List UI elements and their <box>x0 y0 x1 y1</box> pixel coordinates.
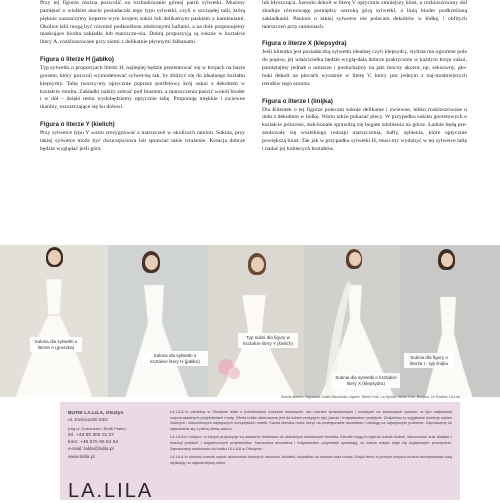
ad-phone: tel. +48 89 300 01 07 <box>68 432 115 438</box>
photo-dress-x <box>304 245 400 397</box>
caption-dress-a: Suknia dla sylwetki o literze A (gruszka) <box>30 337 82 352</box>
paragraph-figure-y: Przy sylwetce typu Y warto zrezygnować z marszczeń w okolicach ramion. Suknia, przy takiej sylwetce może być dwuczęściowa lub sprawiać takie wrażenie. Kreacja dobrze będzie wyglądać jeśli góra <box>40 130 245 152</box>
photo-dress-h <box>108 245 208 397</box>
paragraph-figure-i: Dla Klientek o tej figurze polecam suknie delikatne i zwiewne, lekko rozkloszowane u dołu z dekoltem w łódkę. Warto także pokazać plecy. W przypadku sukien gorsetowych o kształcie princessi, dok-konale sprawdzą się bogate zdobienia na górze. Ładnie będą pre-zentowały się wszelkiego rodzaju marszczenia, hafty, zębienia, które optycznie powiększą biust. Tak jak w przypadku sylwetki H, musi-my wydobyć w tej sylwetce talię i nadać jej kobiecych kształtów. <box>262 106 467 152</box>
model-face <box>145 255 158 270</box>
ad-paragraph-3: LA.LILA to również szeroki wybór akcesoriów ślubnych: welonów, biżuterii, dodatków do włosów oraz butów. Dzięki temu w jednym miejscu można skompletować całą stylizację na najważniejszy dzień. <box>170 455 452 465</box>
photo-dress-y <box>208 245 304 397</box>
paragraph-figure-x: Jeśli klientka jest posiadaczką sylwetki idealnej czyli klepsydry, stylista ma ogromne pole do popisu, jej właścicielka będzie wyglą-dała dobrze praktycznie w każdym kroju sukni, pamiętajmy jednak o umiarze i posłuchajmy na jaki mocny akcent, np. seksowny, gło-boki dekolt na plecach wyraźnie w literę V, który jest jednym z naj-modniejszych trendów tego sezonu. <box>262 49 467 87</box>
model-face <box>251 257 264 272</box>
heading-figure-i: Figura o literze I (linijka) <box>262 97 333 105</box>
dress-i-illustration <box>400 283 500 397</box>
ad-mobile: kom: +48 575 95 84 84 <box>68 440 119 446</box>
ad-paragraph-1: LA.LILA to pierwszy w Olsztynie butik z prestiżowymi markami modowymi, ale również sprawdzonymi i uznanymi na światowych rynkach, w tym najbardziej rozpoznawalnymi projektantami mody. Oferta butiku skierowana jest do kobiet ceniących styl, jakość i indywidualne podejście. Znajdziesz tu wyjątkowe kolekcje sukien ślubnych i wieczorowych najlepszych europejskich marek. Każda klientka może liczyć na profesjonalne doradztwo i obsługę na najwyższym poziomie. Zapraszamy do zapoznania się z pełną ofertą salonu. <box>170 410 452 431</box>
model-face <box>48 250 61 265</box>
ad-paragraph-2: LA.LILA to miejsce, w którym propozycje są starannie dobierane do aktualnych światowych trendów. Klientki mogą tu wybrać suknie ślubne, wieczorowe oraz dodatki z kolekcji polskich i zagranicznych projektantów. Kameralna atmosfera i indywidualne przymiarki sprawiają, że każda wizyta staje się wyjątkowym przeżyciem. Zapraszamy serdecznie do butiku LA.LILA w Olsztynie. <box>170 435 452 451</box>
photo-dress-i <box>400 245 500 397</box>
ad-logo: LA.LILA <box>68 480 154 502</box>
photo-dress-a <box>0 245 108 397</box>
dress-a-illustration <box>0 273 108 397</box>
caption-dress-x: Suknia dla sylwetki o kształcie litery X (klepsydra) <box>332 373 400 388</box>
ad-website-link[interactable]: www.lalila.pl <box>68 454 95 460</box>
ad-contact-block <box>68 410 158 461</box>
heading-figure-y: Figura o literze Y (kielich) <box>40 121 115 129</box>
model-face <box>349 252 361 266</box>
photo-credit: Suknie ślubne: Signature Justin Alexander, Agnes, Stella York, La Sposa, White One, Bonjour, Le Rocher, La Lila <box>280 395 460 399</box>
dress-h-illustration <box>108 277 208 397</box>
heading-figure-x: Figura o literze X (klepsydra) <box>262 40 347 48</box>
intro-paragraph-left: Przy tej figurze można pozwolić na rozbudowanie górnej partii sylwetki. Musimy pamiętać o wielkim atucie posiadaczki tego typu sylwetki, czyli o szczupłej talii, którą pięknie zaznaczymy koperto-wym krojem sukni lub delikatnym paskiem z kamieniami. Okolice talii mogą być również podkreślone zdobionymi haftami, a na dole proponujemy maskujące biodra zakładki lub marszcze-nia. Dobrą propozycją są suknie w kształcie litery A, rozkloszowane przy ziemi z delikatnie płynnymi falbanami. <box>40 0 245 46</box>
advertisement-lalila <box>60 402 460 500</box>
article-column-right <box>262 0 467 160</box>
article-column-left <box>40 0 245 160</box>
ad-description <box>170 410 452 469</box>
wedding-dress-photo-strip <box>0 245 500 397</box>
heading-figure-h: Figura o literze H (jabłko) <box>40 56 114 64</box>
model-face <box>441 253 453 267</box>
ad-email-link[interactable]: e-mail: lalila@lalila.pl <box>68 447 114 453</box>
intro-paragraph-right: lub błyszcząca. Szeroki dekolt w literę V optycznie zmniejszy biust, a rozkloszowany dół zbuduje równowagę pomiędzy szeroką górą sylwetki, a linią bioder podkreśloną zakładkami. Paniom o takiej sylwetce nie polecam dekoltów w łódkę, i obfitych marszczeń przy ramionach. <box>262 0 467 30</box>
caption-dress-i: Suknia dla figury o literze I - typ linijka <box>404 353 454 368</box>
ad-corner: (róg ul. Kościuszki i Emilii Plater) <box>68 425 127 431</box>
ad-street: ul. Kościuszki 84D <box>68 418 108 424</box>
caption-dress-h: Suknia dla sylwetki o kształcie litery H (jabłko) <box>142 351 208 366</box>
caption-dress-y: Typ sukni dla figury w kształcie litery Y (kielich) <box>238 333 298 348</box>
paragraph-figure-h: Typ sylwetki o proporcjach literki H, najlepiej będzie prezentować się w krojach na bazie gorsetu, który pozwoli wymodelować sylwet-kę tak, by zbliżyć się do idealnego kształtu klepsydry. Talię tworzy-my optycznie poprzez portfelowy krój sukni z dekoltem w kształcie rombu. Zakładki należy zebrać pod biustem, a marszczenia puścić wokół bioder i w dół – dzięki temu wydobędziemy optycznie talię. Proponuję miękkie i zwiewne tkaniny, rozszerzające się ku dołowi. <box>40 65 245 111</box>
ad-store-name: BUTIK LA.LILA, Olsztyn <box>68 411 124 416</box>
